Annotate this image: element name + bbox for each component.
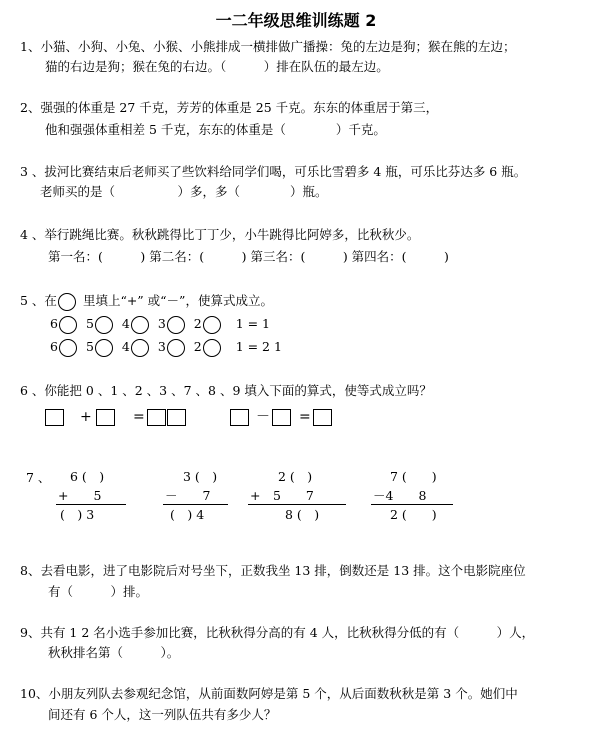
q8-line1: 8、去看电影，进了电影院后对号坐下，正数我坐 13 排，倒数还是 13 排。这个电影院座位 [20,563,526,578]
answer-box[interactable] [230,409,249,426]
answer-box[interactable] [272,409,291,426]
q7-p2-res: ( ) 4 [170,507,205,522]
q5-num: 5 [85,339,94,354]
answer-box[interactable] [147,409,166,426]
q7-p4-op: －4 8 [373,488,427,503]
q7-p3-res: 8 ( ) [285,507,320,522]
q5-result: 1 = 2 1 [235,339,282,354]
q2-line1: 2、强强的体重是 27 千克，芳芳的体重是 25 千克。东东的体重居于第三， [20,100,439,115]
q3-line2: 老师买的是（ ）多，多（ ）瓶。 [40,184,328,199]
answer-circle[interactable] [131,316,149,334]
answer-circle[interactable] [203,316,221,334]
q7-p2-top: 3 ( ) [183,469,218,484]
answer-circle[interactable] [58,293,76,311]
answer-box[interactable] [96,409,115,426]
q5-row2 [50,337,282,357]
q7-p2-op: － 7 [165,488,211,503]
q7-p1-op: + 5 [58,488,102,503]
q7-p4-res: 2 ( ) [390,507,437,522]
equals-sign: = [299,409,311,425]
answer-circle[interactable] [203,339,221,357]
q5-row1 [50,314,270,334]
q2-line2: 他和强强体重相差 5 千克，东东的体重是（ ）千克。 [45,122,386,137]
answer-circle[interactable] [95,339,113,357]
q1-line1: 1、小猫、小狗、小兔、小猴、小熊排成一横排做广播操：兔的左边是狗；猴在熊的左边； [20,39,516,54]
divider [248,504,346,505]
answer-circle[interactable] [131,339,149,357]
answer-circle[interactable] [167,316,185,334]
q5-result: 1 = 1 [235,316,271,331]
page-title: 一二年级思维训练题 2 [215,11,377,30]
answer-circle[interactable] [59,316,77,334]
q10-line1: 10、小朋友列队去参观纪念馆，从前面数阿婷是第 5 个，从后面数秋秋是第 3 个。她们中 [20,686,518,701]
q5-num: 6 [50,316,58,331]
divider [56,504,126,505]
plus-sign: + [80,409,92,425]
q3-line1: 3 、拔河比赛结束后老师买了些饮料给同学们喝，可乐比雪碧多 4 瓶，可乐比芬达多 6 瓶。 [20,164,527,179]
q4-line2: 第一名：( ) 第二名：( ) 第三名：( ) 第四名：( ) [48,249,449,264]
q4-line1: 4 、举行跳绳比赛。秋秋跳得比丁丁少，小牛跳得比阿婷多，比秋秋少。 [20,227,420,242]
equals-sign: = [133,409,145,425]
q5-num: 4 [121,316,130,331]
q5-num: 3 [157,339,166,354]
minus-sign: － [256,409,270,425]
q7-label: 7 、 [26,470,51,485]
q5-line1-prefix: 5 、在 [20,293,57,308]
q9-line2: 秋秋排名第（ ）。 [48,645,180,660]
q5-num: 2 [193,339,202,354]
q10-line2: 间还有 6 个人，这一列队伍共有多少人？ [48,707,277,722]
q7-p3-op: + 5 7 [250,488,314,503]
answer-box[interactable] [167,409,186,426]
answer-circle[interactable] [167,339,185,357]
divider [371,504,453,505]
q7-p4-top: 7 ( ) [390,469,437,484]
q6-line1: 6 、你能把 0 、1 、2 、3 、7 、8 、9 填入下面的算式，使等式成立吗？ [20,383,432,398]
q8-line2: 有（ ）排。 [48,584,149,599]
q5-num: 2 [193,316,202,331]
q5-num: 3 [157,316,166,331]
divider [163,504,228,505]
answer-circle[interactable] [95,316,113,334]
q7-p1-res: ( ) 3 [60,507,95,522]
q7-p3-top: 2 ( ) [278,469,313,484]
q5-num: 6 [50,339,58,354]
q9-line1: 9、共有 1 2 名小选手参加比赛，比秋秋得分高的有 4 人，比秋秋得分低的有（ ）人， [20,625,535,640]
q5-line1 [20,291,273,311]
q5-num: 4 [121,339,130,354]
q5-line1-suffix: 里填上“+” 或“－”，使算式成立。 [82,293,273,308]
q7-p1-top: 6 ( ) [70,469,105,484]
answer-box[interactable] [313,409,332,426]
answer-box[interactable] [45,409,64,426]
answer-circle[interactable] [59,339,77,357]
q1-line2: 猫的右边是狗；猴在兔的右边。（ ）排在队伍的最左边。 [45,59,389,74]
q5-num: 5 [85,316,94,331]
